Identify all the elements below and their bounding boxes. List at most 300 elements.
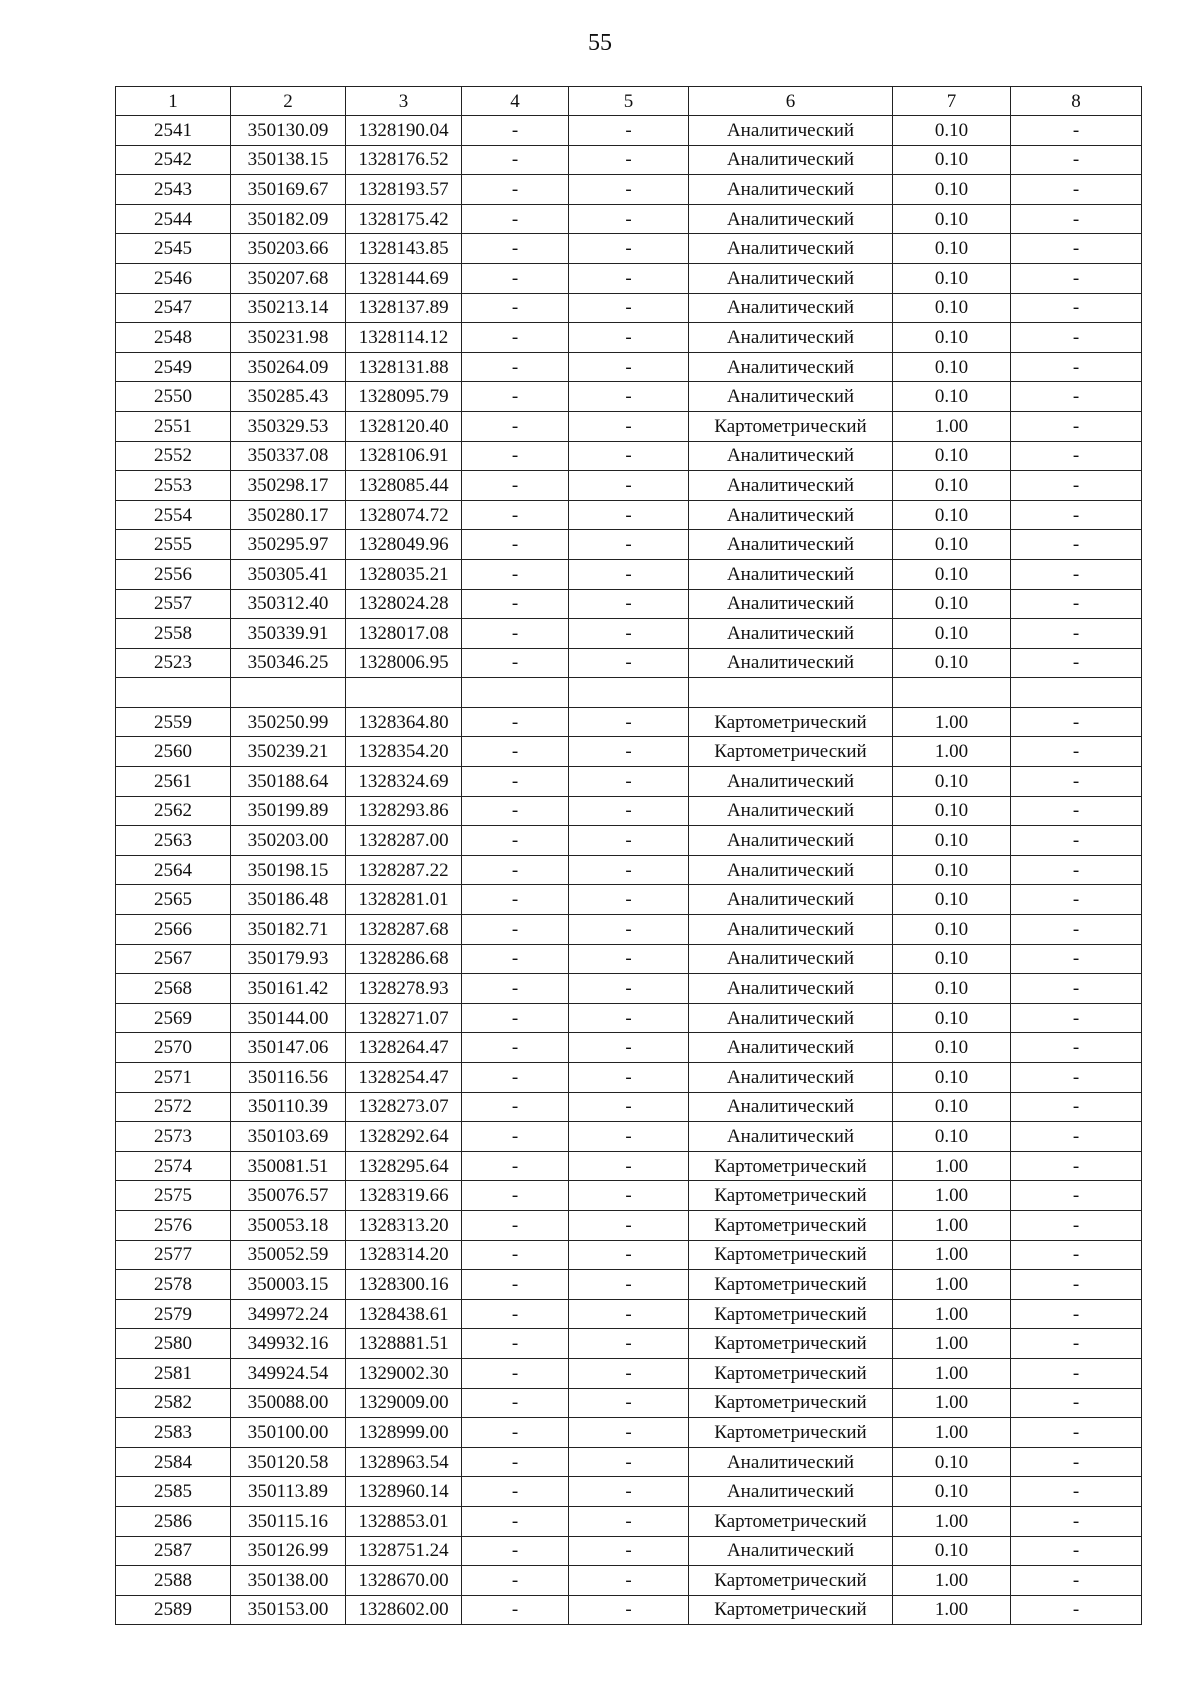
table-row (116, 1063, 1142, 1093)
x-coordinate-cell: 350076.57 (231, 1181, 346, 1211)
method-cell: Аналитический (689, 796, 893, 826)
point-number-cell: 2585 (116, 1477, 231, 1507)
accuracy-cell: 0.10 (893, 619, 1011, 649)
table-row (116, 1388, 1142, 1418)
col4-cell: - (462, 1210, 569, 1240)
col5-cell: - (569, 1122, 689, 1152)
point-number-cell: 2544 (116, 204, 231, 234)
col5-cell: - (569, 530, 689, 560)
col4-cell: - (462, 1388, 569, 1418)
point-number-cell: 2562 (116, 796, 231, 826)
x-coordinate-cell: 350280.17 (231, 500, 346, 530)
point-number-cell: 2542 (116, 145, 231, 175)
col4-cell: - (462, 204, 569, 234)
col8-cell: - (1011, 1151, 1142, 1181)
col5-cell: - (569, 263, 689, 293)
accuracy-cell: 0.10 (893, 293, 1011, 323)
accuracy-cell: 1.00 (893, 1388, 1011, 1418)
accuracy-cell: 1.00 (893, 1418, 1011, 1448)
table-row (116, 1477, 1142, 1507)
col8-cell: - (1011, 1210, 1142, 1240)
point-number-cell (116, 678, 231, 708)
point-number-cell: 2563 (116, 826, 231, 856)
point-number-cell: 2577 (116, 1240, 231, 1270)
point-number-cell: 2568 (116, 974, 231, 1004)
col8-cell: - (1011, 1477, 1142, 1507)
accuracy-cell: 0.10 (893, 1477, 1011, 1507)
table-row (116, 1270, 1142, 1300)
table-row (116, 885, 1142, 915)
point-number-cell: 2556 (116, 559, 231, 589)
col4-cell: - (462, 855, 569, 885)
col5-cell: - (569, 1063, 689, 1093)
table-row (116, 1003, 1142, 1033)
col5-cell: - (569, 1566, 689, 1596)
method-cell: Картометрический (689, 737, 893, 767)
col4-cell: - (462, 1003, 569, 1033)
col8-cell: - (1011, 1329, 1142, 1359)
y-coordinate-cell: 1328120.40 (346, 411, 462, 441)
col5-cell: - (569, 204, 689, 234)
col5-cell: - (569, 826, 689, 856)
table-row (116, 1358, 1142, 1388)
col5-cell: - (569, 737, 689, 767)
col4-cell: - (462, 175, 569, 205)
col8-cell (1011, 678, 1142, 708)
table-row (116, 559, 1142, 589)
method-cell: Картометрический (689, 1329, 893, 1359)
x-coordinate-cell: 350100.00 (231, 1418, 346, 1448)
table-row (116, 1092, 1142, 1122)
method-cell: Аналитический (689, 352, 893, 382)
method-cell: Картометрический (689, 1181, 893, 1211)
col4-cell: - (462, 1240, 569, 1270)
col8-cell: - (1011, 589, 1142, 619)
col4-cell: - (462, 1151, 569, 1181)
accuracy-cell: 0.10 (893, 382, 1011, 412)
col4-cell: - (462, 944, 569, 974)
col5-cell: - (569, 1536, 689, 1566)
col8-cell: - (1011, 382, 1142, 412)
col8-cell: - (1011, 1033, 1142, 1063)
col8-cell: - (1011, 234, 1142, 264)
point-number-cell: 2551 (116, 411, 231, 441)
point-number-cell: 2571 (116, 1063, 231, 1093)
x-coordinate-cell: 349932.16 (231, 1329, 346, 1359)
col8-cell: - (1011, 559, 1142, 589)
method-cell: Аналитический (689, 855, 893, 885)
col8-cell: - (1011, 1003, 1142, 1033)
x-coordinate-cell: 350250.99 (231, 707, 346, 737)
col5-cell: - (569, 382, 689, 412)
x-coordinate-cell: 350329.53 (231, 411, 346, 441)
col5-cell: - (569, 1477, 689, 1507)
column-header: 3 (346, 87, 462, 116)
y-coordinate-cell: 1328281.01 (346, 885, 462, 915)
col4-cell: - (462, 323, 569, 353)
point-number-cell: 2583 (116, 1418, 231, 1448)
col5-cell: - (569, 1388, 689, 1418)
table-row (116, 1418, 1142, 1448)
method-cell: Картометрический (689, 1566, 893, 1596)
accuracy-cell: 1.00 (893, 1299, 1011, 1329)
accuracy-cell: 1.00 (893, 1595, 1011, 1625)
accuracy-cell: 0.10 (893, 1536, 1011, 1566)
y-coordinate-cell: 1328287.00 (346, 826, 462, 856)
y-coordinate-cell: 1328963.54 (346, 1447, 462, 1477)
x-coordinate-cell: 350203.66 (231, 234, 346, 264)
point-number-cell: 2547 (116, 293, 231, 323)
point-number-cell: 2550 (116, 382, 231, 412)
table-row (116, 293, 1142, 323)
y-coordinate-cell: 1328049.96 (346, 530, 462, 560)
col8-cell: - (1011, 944, 1142, 974)
col4-cell: - (462, 974, 569, 1004)
y-coordinate-cell: 1328292.64 (346, 1122, 462, 1152)
accuracy-cell: 0.10 (893, 1092, 1011, 1122)
col8-cell: - (1011, 855, 1142, 885)
accuracy-cell: 1.00 (893, 1506, 1011, 1536)
y-coordinate-cell: 1328085.44 (346, 471, 462, 501)
accuracy-cell: 0.10 (893, 323, 1011, 353)
point-number-cell: 2554 (116, 500, 231, 530)
x-coordinate-cell: 350113.89 (231, 1477, 346, 1507)
table-row (116, 471, 1142, 501)
x-coordinate-cell: 350116.56 (231, 1063, 346, 1093)
col4-cell (462, 678, 569, 708)
accuracy-cell: 0.10 (893, 530, 1011, 560)
table-row (116, 707, 1142, 737)
col4-cell: - (462, 263, 569, 293)
col8-cell: - (1011, 1595, 1142, 1625)
accuracy-cell: 0.10 (893, 1122, 1011, 1152)
method-cell: Картометрический (689, 1270, 893, 1300)
point-number-cell: 2570 (116, 1033, 231, 1063)
col8-cell: - (1011, 1358, 1142, 1388)
table-row (116, 323, 1142, 353)
point-number-cell: 2575 (116, 1181, 231, 1211)
accuracy-cell: 0.10 (893, 559, 1011, 589)
method-cell: Картометрический (689, 1418, 893, 1448)
table-row (116, 619, 1142, 649)
col4-cell: - (462, 1566, 569, 1596)
accuracy-cell: 0.10 (893, 589, 1011, 619)
method-cell: Аналитический (689, 767, 893, 797)
col4-cell: - (462, 1299, 569, 1329)
method-cell: Аналитический (689, 915, 893, 945)
x-coordinate-cell: 350003.15 (231, 1270, 346, 1300)
accuracy-cell: 0.10 (893, 1447, 1011, 1477)
table-row (116, 826, 1142, 856)
y-coordinate-cell: 1328287.22 (346, 855, 462, 885)
col8-cell: - (1011, 1122, 1142, 1152)
y-coordinate-cell: 1328364.80 (346, 707, 462, 737)
y-coordinate-cell: 1328193.57 (346, 175, 462, 205)
col8-cell: - (1011, 915, 1142, 945)
col5-cell: - (569, 116, 689, 146)
accuracy-cell: 1.00 (893, 737, 1011, 767)
col4-cell: - (462, 411, 569, 441)
table-row (116, 1536, 1142, 1566)
accuracy-cell: 1.00 (893, 1358, 1011, 1388)
col5-cell: - (569, 885, 689, 915)
x-coordinate-cell: 350188.64 (231, 767, 346, 797)
x-coordinate-cell: 350203.00 (231, 826, 346, 856)
x-coordinate-cell: 350213.14 (231, 293, 346, 323)
table-row (116, 648, 1142, 678)
point-number-cell: 2555 (116, 530, 231, 560)
col5-cell: - (569, 648, 689, 678)
col5-cell: - (569, 1240, 689, 1270)
y-coordinate-cell: 1328319.66 (346, 1181, 462, 1211)
method-cell: Аналитический (689, 234, 893, 264)
method-cell: Картометрический (689, 1210, 893, 1240)
col8-cell: - (1011, 648, 1142, 678)
x-coordinate-cell: 350088.00 (231, 1388, 346, 1418)
x-coordinate-cell: 350103.69 (231, 1122, 346, 1152)
table-row (116, 204, 1142, 234)
x-coordinate-cell: 350186.48 (231, 885, 346, 915)
method-cell: Аналитический (689, 974, 893, 1004)
y-coordinate-cell: 1328300.16 (346, 1270, 462, 1300)
x-coordinate-cell: 350207.68 (231, 263, 346, 293)
col5-cell: - (569, 1418, 689, 1448)
col4-cell: - (462, 1477, 569, 1507)
method-cell: Картометрический (689, 1299, 893, 1329)
y-coordinate-cell: 1328313.20 (346, 1210, 462, 1240)
table-row (116, 1122, 1142, 1152)
col4-cell: - (462, 234, 569, 264)
y-coordinate-cell (346, 678, 462, 708)
col5-cell: - (569, 1358, 689, 1388)
col5-cell: - (569, 1595, 689, 1625)
page-number: 55 (588, 30, 612, 56)
x-coordinate-cell: 350081.51 (231, 1151, 346, 1181)
point-number-cell: 2548 (116, 323, 231, 353)
table-row (116, 1447, 1142, 1477)
col5-cell: - (569, 796, 689, 826)
accuracy-cell: 1.00 (893, 411, 1011, 441)
col4-cell: - (462, 1181, 569, 1211)
point-number-cell: 2553 (116, 471, 231, 501)
x-coordinate-cell: 350126.99 (231, 1536, 346, 1566)
point-number-cell: 2564 (116, 855, 231, 885)
point-number-cell: 2565 (116, 885, 231, 915)
table-row (116, 767, 1142, 797)
x-coordinate-cell: 350138.00 (231, 1566, 346, 1596)
col5-cell: - (569, 411, 689, 441)
col4-cell: - (462, 707, 569, 737)
point-number-cell: 2569 (116, 1003, 231, 1033)
x-coordinate-cell: 350169.67 (231, 175, 346, 205)
table-row (116, 915, 1142, 945)
point-number-cell: 2576 (116, 1210, 231, 1240)
col4-cell: - (462, 1506, 569, 1536)
y-coordinate-cell: 1328114.12 (346, 323, 462, 353)
table-row (116, 589, 1142, 619)
x-coordinate-cell: 350144.00 (231, 1003, 346, 1033)
method-cell: Аналитический (689, 204, 893, 234)
accuracy-cell: 1.00 (893, 1240, 1011, 1270)
col8-cell: - (1011, 1299, 1142, 1329)
col5-cell: - (569, 767, 689, 797)
y-coordinate-cell: 1328670.00 (346, 1566, 462, 1596)
col8-cell: - (1011, 293, 1142, 323)
table-row (116, 1151, 1142, 1181)
col8-cell: - (1011, 1092, 1142, 1122)
accuracy-cell: 0.10 (893, 500, 1011, 530)
y-coordinate-cell: 1328853.01 (346, 1506, 462, 1536)
table-row (116, 441, 1142, 471)
point-number-cell: 2586 (116, 1506, 231, 1536)
col5-cell: - (569, 145, 689, 175)
col8-cell: - (1011, 826, 1142, 856)
y-coordinate-cell: 1328287.68 (346, 915, 462, 945)
table-row (116, 530, 1142, 560)
col4-cell: - (462, 441, 569, 471)
x-coordinate-cell: 350138.15 (231, 145, 346, 175)
accuracy-cell: 0.10 (893, 352, 1011, 382)
y-coordinate-cell: 1328035.21 (346, 559, 462, 589)
col5-cell: - (569, 944, 689, 974)
point-number-cell: 2572 (116, 1092, 231, 1122)
accuracy-cell: 1.00 (893, 707, 1011, 737)
accuracy-cell: 0.10 (893, 145, 1011, 175)
table-row (116, 678, 1142, 708)
col5-cell: - (569, 500, 689, 530)
method-cell: Аналитический (689, 323, 893, 353)
point-number-cell: 2543 (116, 175, 231, 205)
x-coordinate-cell: 350179.93 (231, 944, 346, 974)
col4-cell: - (462, 500, 569, 530)
table-row (116, 1181, 1142, 1211)
table-row (116, 175, 1142, 205)
col8-cell: - (1011, 1388, 1142, 1418)
col5-cell (569, 678, 689, 708)
accuracy-cell: 0.10 (893, 915, 1011, 945)
col8-cell: - (1011, 145, 1142, 175)
point-number-cell: 2573 (116, 1122, 231, 1152)
method-cell: Аналитический (689, 944, 893, 974)
col5-cell: - (569, 175, 689, 205)
col4-cell: - (462, 619, 569, 649)
method-cell: Аналитический (689, 1003, 893, 1033)
x-coordinate-cell: 350285.43 (231, 382, 346, 412)
point-number-cell: 2558 (116, 619, 231, 649)
x-coordinate-cell: 350312.40 (231, 589, 346, 619)
table-row (116, 855, 1142, 885)
accuracy-cell: 0.10 (893, 263, 1011, 293)
col4-cell: - (462, 1329, 569, 1359)
col8-cell: - (1011, 175, 1142, 205)
col5-cell: - (569, 471, 689, 501)
y-coordinate-cell: 1328143.85 (346, 234, 462, 264)
col5-cell: - (569, 1329, 689, 1359)
col8-cell: - (1011, 204, 1142, 234)
y-coordinate-cell: 1328254.47 (346, 1063, 462, 1093)
col8-cell: - (1011, 707, 1142, 737)
col5-cell: - (569, 974, 689, 1004)
method-cell: Аналитический (689, 1536, 893, 1566)
y-coordinate-cell: 1328293.86 (346, 796, 462, 826)
col4-cell: - (462, 1358, 569, 1388)
method-cell: Аналитический (689, 1447, 893, 1477)
method-cell: Картометрический (689, 707, 893, 737)
point-number-cell: 2523 (116, 648, 231, 678)
method-cell: Аналитический (689, 530, 893, 560)
col4-cell: - (462, 737, 569, 767)
accuracy-cell: 0.10 (893, 767, 1011, 797)
table-row (116, 1299, 1142, 1329)
x-coordinate-cell: 349972.24 (231, 1299, 346, 1329)
col4-cell: - (462, 145, 569, 175)
accuracy-cell: 0.10 (893, 1063, 1011, 1093)
table-row (116, 944, 1142, 974)
y-coordinate-cell: 1328999.00 (346, 1418, 462, 1448)
x-coordinate-cell: 350295.97 (231, 530, 346, 560)
accuracy-cell: 0.10 (893, 441, 1011, 471)
y-coordinate-cell: 1328176.52 (346, 145, 462, 175)
table-row (116, 382, 1142, 412)
column-header: 1 (116, 87, 231, 116)
col4-cell: - (462, 589, 569, 619)
col8-cell: - (1011, 1240, 1142, 1270)
x-coordinate-cell (231, 678, 346, 708)
method-cell: Аналитический (689, 619, 893, 649)
coordinates-table (115, 86, 1142, 1625)
method-cell: Картометрический (689, 1595, 893, 1625)
x-coordinate-cell: 350337.08 (231, 441, 346, 471)
point-number-cell: 2588 (116, 1566, 231, 1596)
point-number-cell: 2557 (116, 589, 231, 619)
col8-cell: - (1011, 471, 1142, 501)
method-cell: Картометрический (689, 1358, 893, 1388)
col5-cell: - (569, 1506, 689, 1536)
accuracy-cell: 0.10 (893, 826, 1011, 856)
col4-cell: - (462, 1033, 569, 1063)
column-header: 4 (462, 87, 569, 116)
y-coordinate-cell: 1328131.88 (346, 352, 462, 382)
method-cell: Аналитический (689, 441, 893, 471)
col8-cell: - (1011, 1181, 1142, 1211)
method-cell: Аналитический (689, 471, 893, 501)
table-row (116, 1240, 1142, 1270)
accuracy-cell: 0.10 (893, 1003, 1011, 1033)
col8-cell: - (1011, 1418, 1142, 1448)
accuracy-cell: 0.10 (893, 471, 1011, 501)
col5-cell: - (569, 707, 689, 737)
method-cell: Аналитический (689, 1063, 893, 1093)
y-coordinate-cell: 1328278.93 (346, 974, 462, 1004)
point-number-cell: 2581 (116, 1358, 231, 1388)
y-coordinate-cell: 1328024.28 (346, 589, 462, 619)
point-number-cell: 2574 (116, 1151, 231, 1181)
table-row (116, 500, 1142, 530)
col8-cell: - (1011, 352, 1142, 382)
col5-cell: - (569, 293, 689, 323)
col5-cell: - (569, 915, 689, 945)
y-coordinate-cell: 1328006.95 (346, 648, 462, 678)
col5-cell: - (569, 441, 689, 471)
col8-cell: - (1011, 441, 1142, 471)
accuracy-cell: 0.10 (893, 234, 1011, 264)
x-coordinate-cell: 350153.00 (231, 1595, 346, 1625)
method-cell: Аналитический (689, 885, 893, 915)
table-row (116, 796, 1142, 826)
y-coordinate-cell: 1328095.79 (346, 382, 462, 412)
y-coordinate-cell: 1328190.04 (346, 116, 462, 146)
accuracy-cell: 1.00 (893, 1329, 1011, 1359)
